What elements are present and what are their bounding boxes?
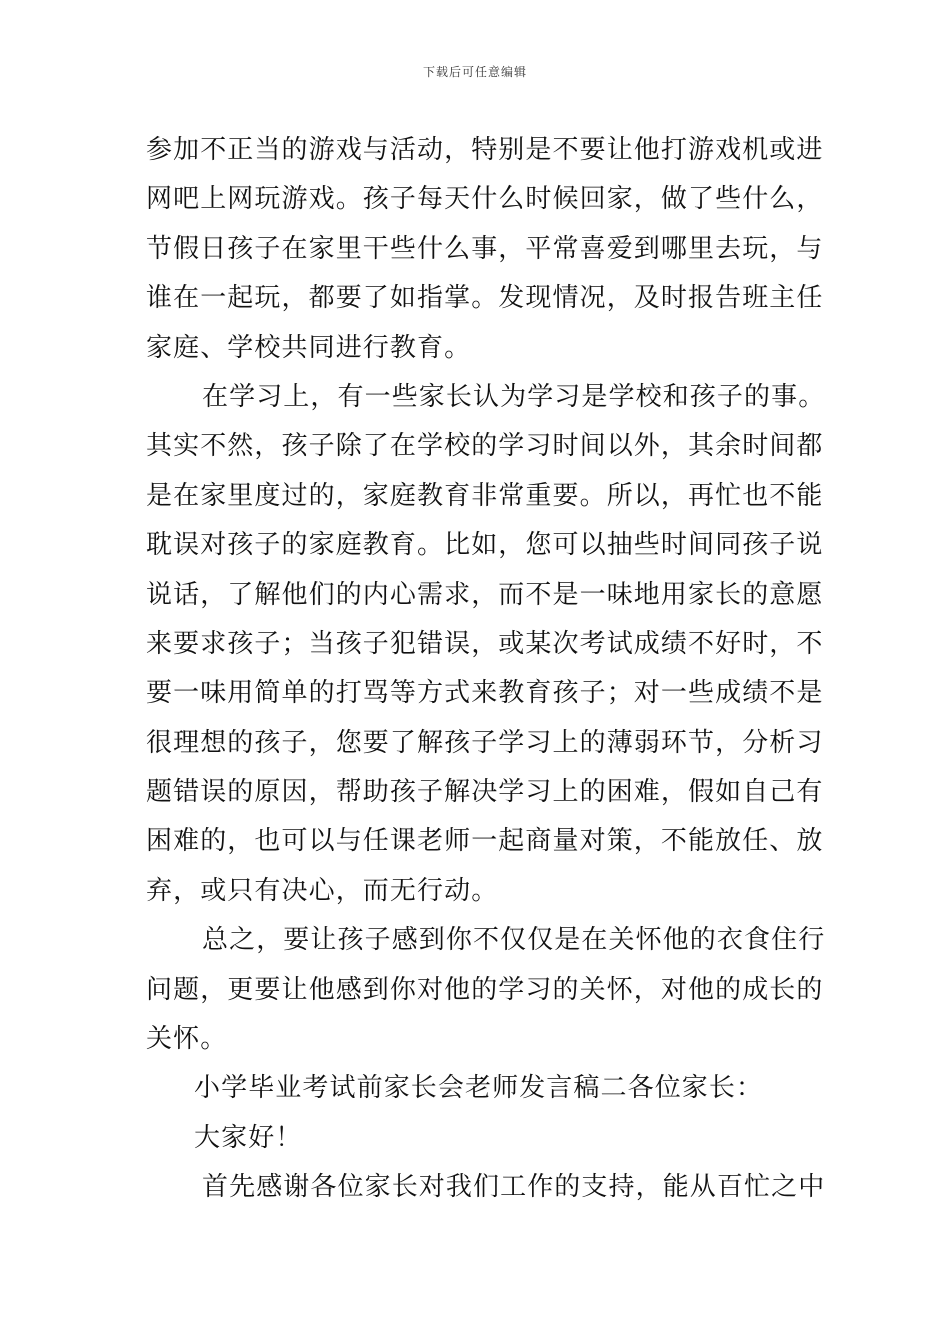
text-line: 困难的，也可以与任课老师一起商量对策，不能放任、放 <box>146 826 824 857</box>
greeting-line: 大家好！ <box>194 1122 303 1153</box>
text-line: 谁在一起玩，都要了如指掌。发现情况，及时报告班主任 <box>146 283 824 314</box>
text-line: 题错误的原因，帮助孩子解决学习上的困难，假如自己有 <box>146 777 824 808</box>
text-line: 参加不正当的游戏与活动，特别是不要让他打游戏机或进 <box>146 135 824 165</box>
text-line: 是在家里度过的，家庭教育非常重要。所以，再忙也不能 <box>146 480 824 511</box>
text-line: 说话，了解他们的内心需求，而不是一味地用家长的意愿 <box>146 579 824 610</box>
paragraph-start-line: 首先感谢各位家长对我们工作的支持，能从百忙之中 <box>202 1172 826 1203</box>
text-line: 问题，更要让他感到你对他的学习的关怀，对他的成长的 <box>146 974 824 1005</box>
text-line: 家庭、学校共同进行教育。 <box>146 332 472 363</box>
text-line: 节假日孩子在家里干些什么事，平常喜爱到哪里去玩，与 <box>146 233 824 264</box>
paragraph-start-line: 在学习上，有一些家长认为学习是学校和孩子的事。 <box>202 381 826 412</box>
text-line: 耽误对孩子的家庭教育。比如，您可以抽些时间同孩子说 <box>146 530 824 561</box>
text-line: 网吧上网玩游戏。孩子每天什么时候回家，做了些什么， <box>146 184 824 215</box>
text-line: 弃，或只有决心，而无行动。 <box>146 875 499 906</box>
page-header: 下载后可任意编辑 <box>422 65 527 79</box>
text-line: 其实不然，孩子除了在学校的学习时间以外，其余时间都 <box>146 431 824 462</box>
section-title-line: 小学毕业考试前家长会老师发言稿二各位家长： <box>194 1073 764 1104</box>
document-body <box>146 126 826 1213</box>
text-line: 来要求孩子；当孩子犯错误，或某次考试成绩不好时，不 <box>146 628 824 659</box>
text-line: 关怀。 <box>146 1024 228 1055</box>
paragraph-start-line: 总之，要让孩子感到你不仅仅是在关怀他的衣食住行 <box>202 925 826 956</box>
text-line: 很理想的孩子，您要了解孩子学习上的薄弱环节，分析习 <box>146 727 824 758</box>
text-line: 要一味用简单的打骂等方式来教育孩子；对一些成绩不是 <box>146 678 824 709</box>
